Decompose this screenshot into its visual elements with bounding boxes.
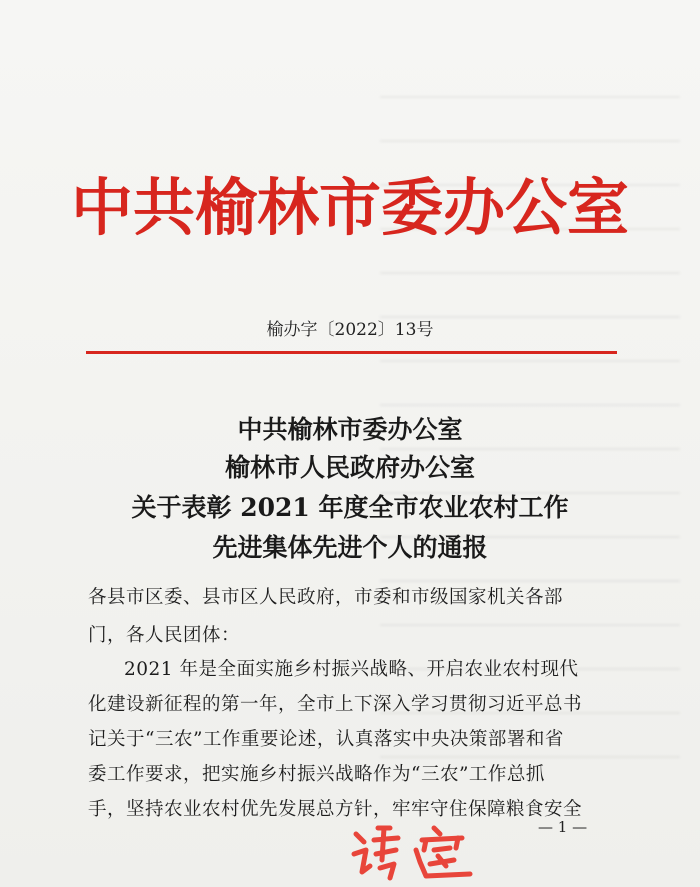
title-line-2: 榆林市人民政府办公室	[224, 453, 475, 482]
body-line-5: 记关于“三农”工作重要论述，认真落实中央决策部署和省	[88, 729, 564, 750]
title-line-1: 中共榆林市委办公室	[237, 415, 463, 444]
body-line-4: 化建设新征程的第一年，全市上下深入学习贯彻习近平总书	[88, 694, 583, 715]
body-line-1: 各县市区委、县市区人民政府，市委和市级国家机关各部	[88, 587, 564, 608]
document-number: 榆办字〔2022〕13号	[266, 320, 434, 340]
body-line-6: 委工作要求，把实施乡村振兴战略作为“三农”工作总抓	[88, 764, 545, 785]
handwritten-signature-mark	[350, 820, 490, 884]
title-line-4: 先进集体先进个人的通报	[212, 533, 488, 562]
page-number: — 1 —	[538, 818, 588, 836]
body-line-7: 手，坚持农业农村优先发展总方针，牢牢守住保障粮食安全	[88, 799, 583, 820]
title-line-3: 关于表彰 2021 年度全市农业农村工作	[131, 493, 569, 522]
body-line-2: 门，各人民团体：	[88, 625, 241, 646]
issuer-red-header: 中共榆林市委办公室	[70, 171, 629, 244]
red-divider-line	[86, 351, 617, 354]
body-line-3: 2021 年是全面实施乡村振兴战略、开启农业农村现代	[124, 659, 579, 680]
bleed-through-texture	[380, 60, 680, 760]
